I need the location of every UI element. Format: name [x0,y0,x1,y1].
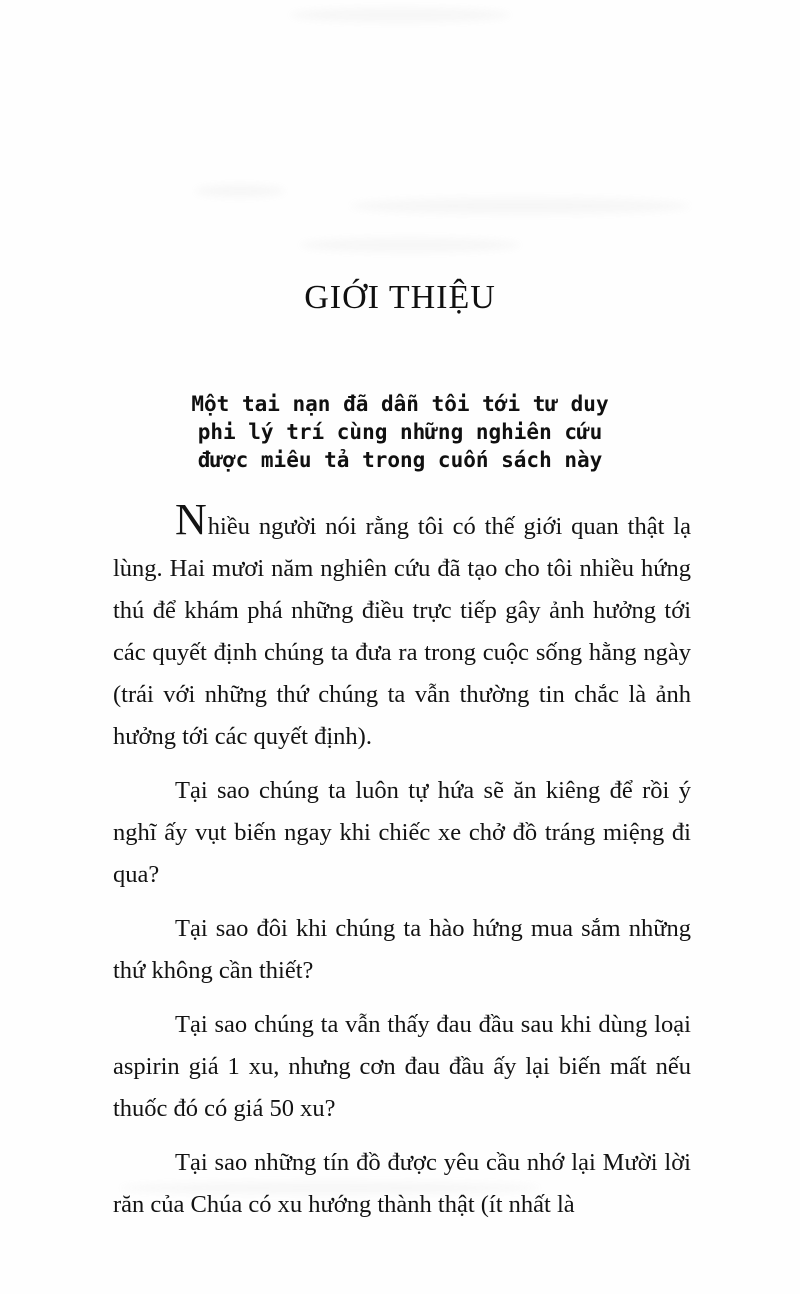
scan-smudge [350,198,690,214]
chapter-subtitle-line: phi lý trí cùng những nghiên cứu [197,420,603,444]
paragraph-opening [113,495,691,758]
paragraph-text: hiều người nói rằng tôi có thế giới quan thật lạ lùng. Hai mươi năm nghiên cứu đã tạo cho tôi nhiều hứng thú để khám phá những điều trực tiếp gây ảnh hưởng tới các quyết định chúng ta đưa ra trong cuộc sống hằng ngày (trái với những thứ chúng ta vẫn thường tin chắc là ảnh hưởng tới các quyết định). [113,513,691,750]
scan-smudge [195,185,285,197]
chapter-subtitle-line: Một tai nạn đã dẫn tôi tới tư duy [191,392,609,416]
scan-smudge [290,8,510,22]
chapter-title: GIỚI THIỆU [304,279,496,316]
paragraph-question-shopping: Tại sao đôi khi chúng ta hào hứng mua sắm những thứ không cần thiết? [113,915,691,984]
paragraph-question-diet: Tại sao chúng ta luôn tự hứa sẽ ăn kiêng để rồi ý nghĩ ấy vụt biến ngay khi chiếc xe chở đồ tráng miệng đi qua? [113,777,691,888]
chapter-subtitle-line: được miêu tả trong cuốn sách này [197,448,603,472]
scan-smudge [300,238,520,252]
body-text [113,495,691,1238]
paragraph-question-aspirin: Tại sao chúng ta vẫn thấy đau đầu sau khi dùng loại aspirin giá 1 xu, nhưng cơn đau đầu ấy lại biến mất nếu thuốc đó có giá 50 xu? [113,1011,691,1122]
raised-initial-cap: N [175,495,208,544]
chapter-subtitle [0,390,800,474]
paragraph-question-commandments: Tại sao những tín đồ được yêu cầu nhớ lại Mười lời răn của Chúa có xu hướng thành thật (ít nhất là [113,1149,691,1218]
